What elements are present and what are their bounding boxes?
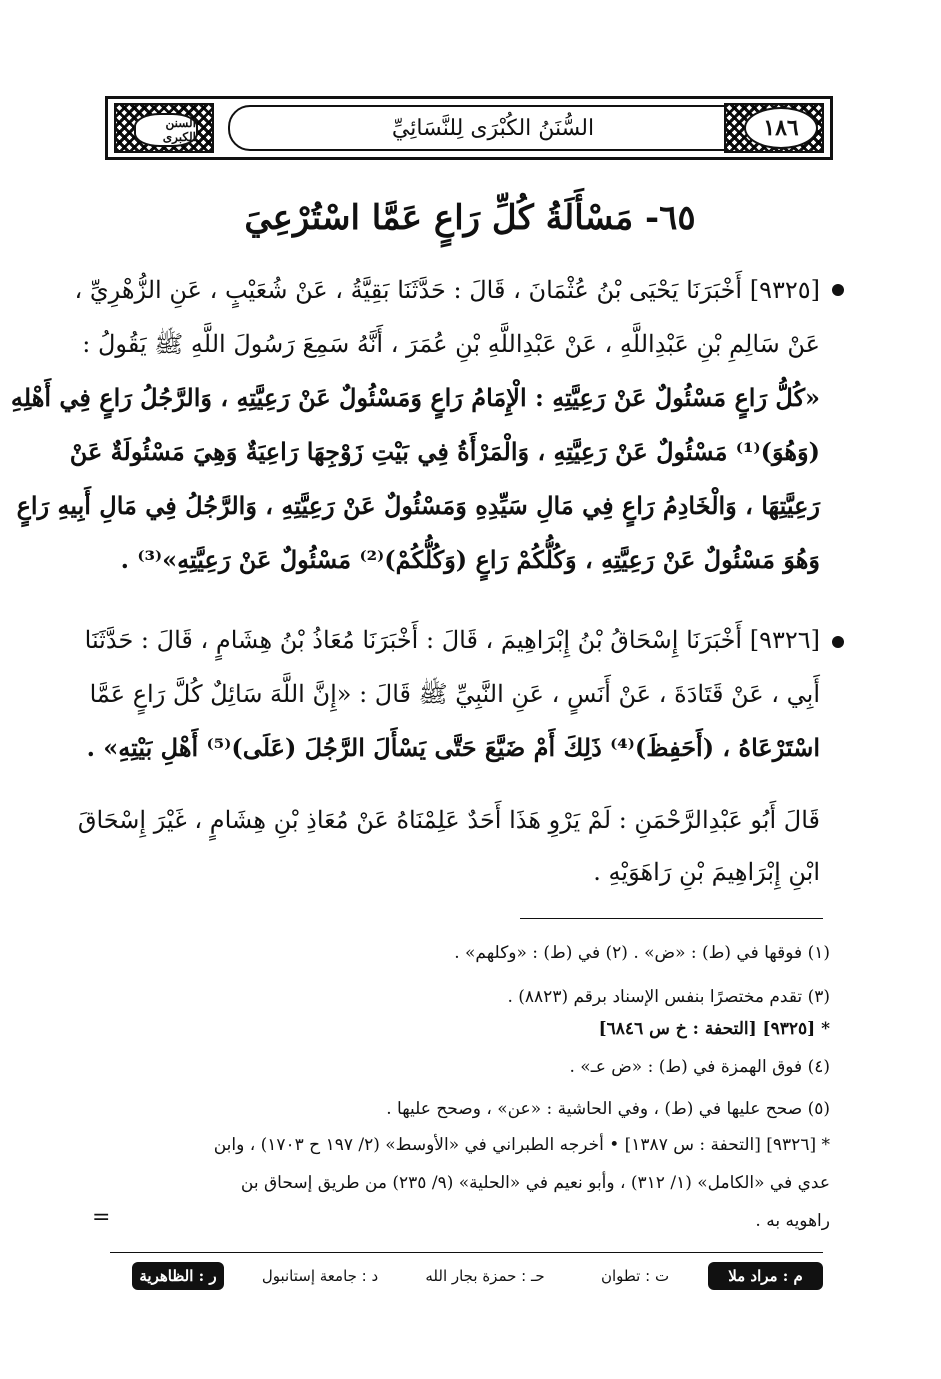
page-number: ١٨٦ xyxy=(744,107,818,149)
manuscript-label-h: حـ : حمزة بجار الله xyxy=(425,1267,545,1285)
footnote: (١) فوقها في (ط) : «ض» . (٢) في (ط) : «وكلهم» . xyxy=(454,943,830,963)
body-line: عَنْ سَالِمِ بْنِ عَبْدِاللَّهِ ، عَنْ عَبْدِاللَّهِ بْنِ عُمَرَ ، أَنَّهُ سَمِعَ رَسُولَ اللَّهِ ﷺ يَقُولُ : xyxy=(82,330,820,358)
book-logo-text: السنن الكبرى xyxy=(134,113,198,147)
body-line: اسْتَرْعَاهُ ، (أَحَفِظَ)⁽⁴⁾ ذَلِكَ أَمْ ضَيَّعَ حَتَّى يَسْأَلَ الرَّجُلَ (عَلَى)⁽⁵⁾ أَهْلِ بَيْتِهِ» . xyxy=(86,733,820,762)
footnote: (٤) فوق الهمزة في (ط) : «ض عـ» . xyxy=(569,1057,830,1077)
body-line: ابْنِ إِبْرَاهِيمَ بْنِ رَاهَوَيْهِ . xyxy=(593,858,820,886)
manuscript-label-d: د : جامعة إستانبول xyxy=(261,1267,379,1285)
footnote: عدي في «الكامل» (١/ ٣١٢) ، وأبو نعيم في «الحلية» (٩/ ٢٣٥) من طريق إسحاق بن xyxy=(240,1173,830,1193)
body-line: قَالَ أَبُو عَبْدِالرَّحْمَنِ : لَمْ يَرْوِ هَذَا أَحَدٌ عَلِمْنَاهُ عَنْ مُعَاذِ بْنِ هِشَامٍ ، غَيْرَ إِسْحَاقَ xyxy=(77,806,820,834)
body-line: أَبِي ، عَنْ قَتَادَةَ ، عَنْ أَنَسٍ ، عَنِ النَّبِيِّ ﷺ قَالَ : «إِنَّ اللَّهَ سَائِلٌ كُلَّ رَاعٍ عَمَّا xyxy=(89,680,820,708)
book-logo-ornament xyxy=(114,103,214,153)
hadith-bullet xyxy=(832,284,844,296)
chapter-heading: ٦٥- مَسْأَلَةُ كُلِّ رَاعٍ عَمَّا اسْتُرْعِيَ xyxy=(244,198,696,238)
footnote-divider xyxy=(520,918,823,919)
footnote: * [٩٣٢٥] [التحفة : خ س ٦٨٤٦] xyxy=(598,1019,830,1039)
footnote: * [٩٣٢٦] [التحفة : س ١٣٨٧] • أخرجه الطبراني في «الأوسط» (٢/ ١٩٧ ح ١٧٠٣) ، وابن xyxy=(213,1135,830,1155)
footnote: (٥) صحح عليها في (ط) ، وفي الحاشية : «عن» ، وصحح عليها . xyxy=(386,1099,830,1119)
manuscript-label-t: ت : تطوان xyxy=(600,1267,670,1285)
hadith-bullet xyxy=(832,636,844,648)
footer-divider xyxy=(110,1252,823,1253)
body-line: رَعِيَّتِهَا ، وَالْخَادِمُ رَاعٍ فِي مَالِ سَيِّدِهِ وَمَسْئُولٌ عَنْ رَعِيَّتِهِ ، وَالرَّجُلُ فِي مَالِ أَبِيهِ رَاعٍ xyxy=(16,491,820,520)
body-line: [٩٣٢٥] أَخْبَرَنَا يَحْيَى بْنُ عُثْمَانَ ، قَالَ : حَدَّثَنَا بَقِيَّةُ ، عَنْ شُعَيْبٍ ، عَنِ الزُّهْرِيِّ ، xyxy=(74,276,820,304)
body-line: (وَهُوَ)⁽¹⁾ مَسْئُولٌ عَنْ رَعِيَّتِهِ ، وَالْمَرْأَةُ فِي بَيْتِ زَوْجِهَا رَاعِيَةٌ وَهِيَ مَسْئُولَةٌ عَنْ xyxy=(69,437,820,466)
body-line: وَهُوَ مَسْئُولٌ عَنْ رَعِيَّتِهِ ، وَكُلُّكُمْ رَاعٍ (وَكُلُّكُمْ)⁽²⁾ مَسْئُولٌ عَنْ رَعِيَّتِهِ»⁽³⁾ . xyxy=(120,545,820,574)
manuscript-label-r: ر : الظاهرية xyxy=(132,1262,224,1290)
book-title: السُّنَنُ الكُبْرَى لِلنَّسَائِيِّ xyxy=(228,105,758,151)
manuscript-label-m: م : مراد ملا xyxy=(708,1262,823,1290)
footnote: (٣) تقدم مختصرًا بنفس الإسناد برقم (٨٨٢٣) . xyxy=(507,987,830,1007)
continuation-mark: = xyxy=(92,1205,111,1230)
body-line: [٩٣٢٦] أَخْبَرَنَا إِسْحَاقُ بْنُ إِبْرَاهِيمَ ، قَالَ : أَخْبَرَنَا مُعَاذُ بْنُ هِشَامٍ ، قَالَ : حَدَّثَنَا xyxy=(84,626,820,654)
footnote: راهويه به . xyxy=(755,1211,830,1231)
body-line: «كُلُّ رَاعٍ مَسْئُولٌ عَنْ رَعِيَّتِهِ : الْإِمَامُ رَاعٍ وَمَسْئُولٌ عَنْ رَعِيَّتِهِ ، وَالرَّجُلُ رَاعٍ فِي أَهْلِهِ xyxy=(10,383,820,412)
page-header-banner xyxy=(105,96,833,160)
